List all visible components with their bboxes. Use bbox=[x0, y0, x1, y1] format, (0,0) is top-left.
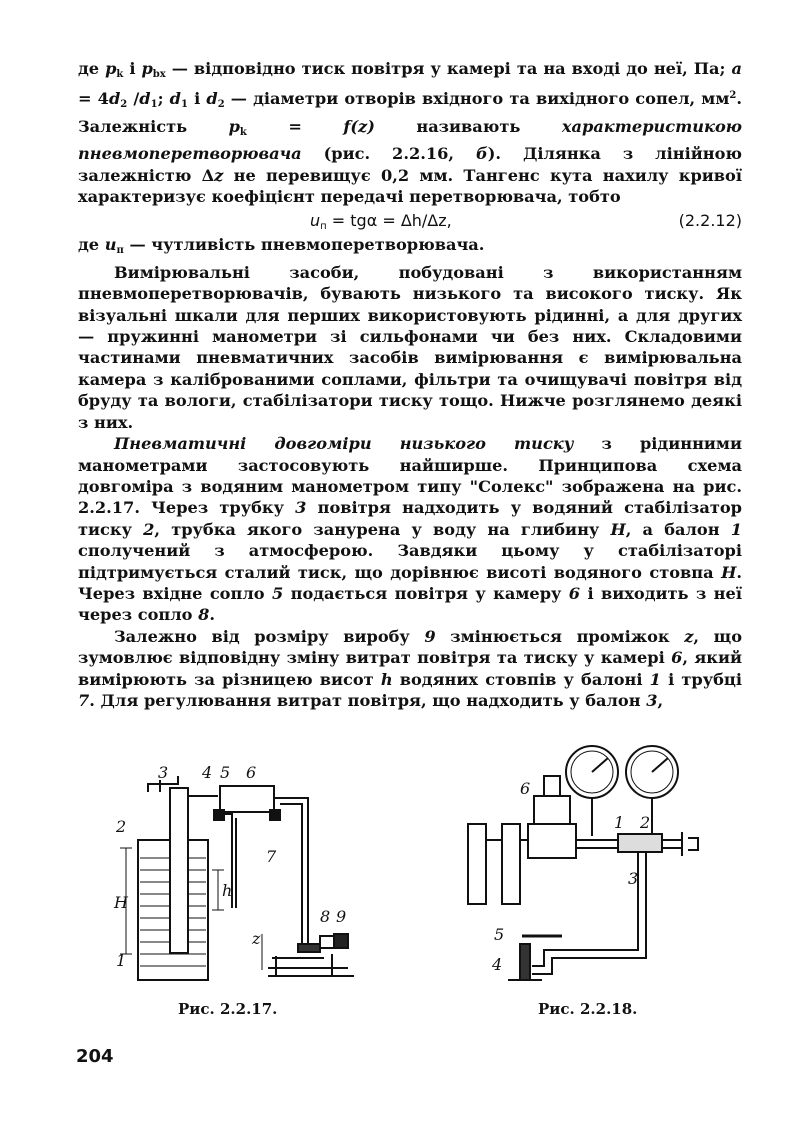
fig2-label-4: 4 bbox=[492, 955, 503, 974]
equation-number: (2.2.12) bbox=[678, 211, 742, 231]
chamber-6 bbox=[220, 786, 274, 812]
page-number: 204 bbox=[76, 1046, 114, 1067]
paragraph-2: де $u_п$ — чутливість пневмоперетворювача. bbox=[78, 235, 485, 257]
fig1-label-6: 6 bbox=[246, 763, 257, 782]
fig2-label-5: 5 bbox=[494, 925, 505, 944]
paragraph-5: Залежно від розміру виробу 9 змінюється проміжок z, що зумовлює відповідну зміну витрат повітря та тиску у камері 6, який вимірюють за різницею висот h водяних стовпів у балоні 1 і трубці 7. Для регулювання витрат повітря, що надходить у балон 3, bbox=[78, 626, 743, 710]
equation-expression: $u_п = tg\alpha = \Delta h/\Delta z$, bbox=[310, 211, 452, 233]
pipe-3 bbox=[532, 852, 638, 966]
figure-2-2-17 bbox=[108, 758, 398, 998]
fig1-label-8: 8 bbox=[320, 907, 331, 926]
fig1-label-7: 7 bbox=[266, 847, 277, 866]
stabilizer-6 bbox=[534, 796, 570, 824]
body-text bbox=[78, 58, 742, 711]
fig1-label-5: 5 bbox=[220, 763, 231, 782]
paragraph-3: Вимірювальні засоби, побудовані з використанням пневмоперетворювачів, бувають низького та високого тиску. Як візуальні шкали для перших використовують рідинні, а для других — пружинні манометри зі сильфонами чи без них. Складовими частинами пневматичних засобів вимірювання є вимірювальна камера з каліброваними соплами, фільтри та очищувачі повітря від бруду та вологи, стабілізатори тиску тощо. Нижче розглянемо деякі з них. bbox=[78, 262, 742, 432]
part-4 bbox=[520, 944, 530, 980]
fig1-label-1: 1 bbox=[116, 951, 127, 970]
paragraph-1: де $p_k$ і $p_{bx}$ — відповідно тиск повітря у камері та на вході до неї, Па; $a = 4d_2$ $/d_1$; $d_1$ і $d_2$ — діаметри отворів вхідного та вихідного сопел, $мм^2$. Залежність $p_k = f(z)$ називають характеристикою пневмоперетворювача (рис. 2.2.16, б). Ділянка з лінійною залежністю Δz не перевищує 0,2 мм. Тангенс кута нахилу кривої характеризує коефіцієнт передачі перетворювача, тобто bbox=[78, 59, 742, 207]
caption-fig-2-2-17: Рис. 2.2.17. bbox=[178, 1000, 278, 1018]
equation-2-2-12 bbox=[78, 208, 742, 234]
fig1-label-3: 3 bbox=[158, 763, 169, 782]
nozzle-8 bbox=[298, 944, 320, 952]
fig2-label-6: 6 bbox=[520, 779, 531, 798]
fig1-label-9: 9 bbox=[336, 907, 347, 926]
figure-2-2-18 bbox=[462, 730, 712, 992]
stabilizer-tube-2 bbox=[170, 788, 188, 953]
filter-right bbox=[502, 824, 520, 904]
fig1-label-z: z bbox=[252, 929, 261, 948]
fig1-label-4: 4 bbox=[202, 763, 213, 782]
paragraph-4: Пневматичні довгоміри низького тиску з рідинними манометрами застосовують найширше. Принципова схема довгоміра з водяним манометром типу "Солекс" зображена на рис. 2.2.17. Через трубку 3 повітря надходить у водяний стабілізатор тиску 2, трубка якого занурена у воду на глибину H, а балон 1 сполучений з атмосферою. Завдяки цьому у стабілізаторі підтримується сталий тиск, що дорівнює висоті водяного стовпа H. Через вхідне сопло 5 подається повітря у камеру 6 і виходить з неї через сопло 8. bbox=[78, 434, 742, 625]
filter-left bbox=[468, 824, 486, 904]
fig2-label-1: 1 bbox=[614, 813, 625, 832]
fig2-label-3: 3 bbox=[628, 869, 639, 888]
fig1-label-h: h bbox=[222, 881, 233, 900]
fig2-label-2: 2 bbox=[640, 813, 651, 832]
caption-fig-2-2-18: Рис. 2.2.18. bbox=[538, 1000, 638, 1018]
fig1-label-2: 2 bbox=[116, 817, 127, 836]
fig1-label-H: H bbox=[114, 893, 128, 912]
